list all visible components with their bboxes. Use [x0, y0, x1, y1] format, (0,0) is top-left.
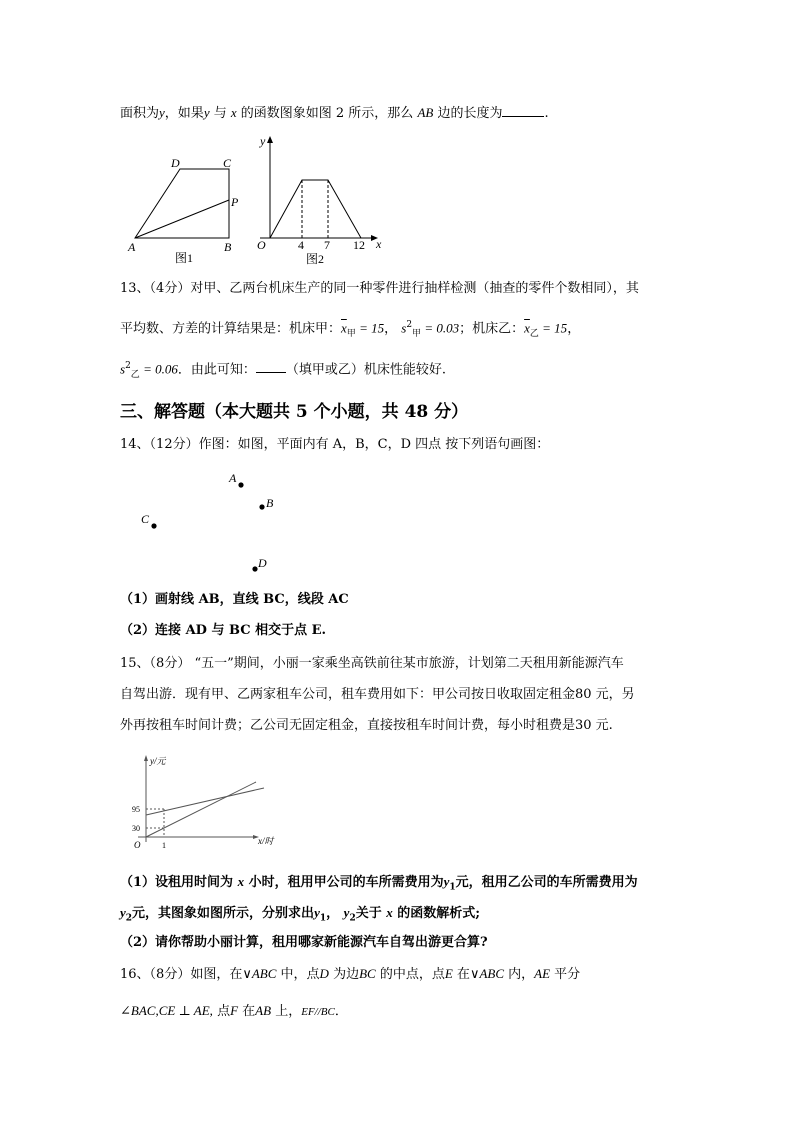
- q16-text: 16、（8分）如图，在: [120, 967, 243, 982]
- label-point-b: B: [266, 496, 274, 510]
- q15-text: 关于: [355, 906, 387, 921]
- triangle-abc: ∨ABC: [242, 966, 277, 981]
- q13-line2: [120, 316, 580, 343]
- q15-line2: 自驾出游．现有甲、乙两家租车公司，租车费用如下：甲公司按日收取固定租金80 元，另: [120, 687, 635, 702]
- sub-yi: 乙: [130, 369, 140, 380]
- segment-ap: [135, 200, 229, 238]
- q13-text: ；机床乙：: [459, 321, 525, 337]
- point-d: [252, 566, 257, 571]
- q15-item1-line2: [120, 904, 480, 928]
- figure-2: [252, 130, 392, 270]
- var-y1: y: [443, 874, 450, 889]
- label-o: O: [257, 238, 266, 252]
- q15-text: 的函数解析式;: [392, 906, 481, 921]
- sup-2: 2: [406, 320, 413, 330]
- var-f: F: [230, 1003, 239, 1018]
- q13-text: ，: [384, 321, 398, 337]
- graph-tick-95: 95: [132, 805, 140, 814]
- var-x: x: [230, 105, 237, 120]
- q15-text: （1）设租用时间为: [120, 875, 238, 890]
- var-e: E: [444, 966, 453, 981]
- q15-line3: 外再按租车时间计费；乙公司无固定租金，直接按租车时间计费，每小时租费是30 元.: [120, 718, 613, 733]
- tick-7: 7: [324, 238, 330, 252]
- q15-text: 元，其图象如图所示，分别求出: [132, 906, 315, 921]
- label-x: x: [376, 237, 382, 251]
- q15-text: ，: [326, 906, 340, 921]
- figure-1: [125, 150, 245, 268]
- variance-yi: = 0.06: [139, 361, 178, 377]
- xbar-jia: $\overline{x}$: [341, 320, 347, 336]
- point-b: [259, 504, 264, 509]
- sub-jia: 甲: [346, 328, 356, 339]
- q12-line: [120, 104, 549, 123]
- q16-text: 内，: [504, 967, 535, 982]
- label-a: A: [128, 240, 136, 254]
- y-arrow: [267, 136, 273, 143]
- graph-xlabel: x/时: [258, 836, 274, 846]
- graph-tick-30: 30: [132, 824, 140, 833]
- xbar-yi: $\overline{x}$: [524, 320, 530, 336]
- point-c: [151, 523, 156, 528]
- q16-text: 点: [212, 1004, 231, 1019]
- q15-text: 小时，租用甲公司的车所需费用为: [244, 875, 444, 890]
- var-x: x: [237, 874, 245, 889]
- var-y: y: [203, 105, 210, 120]
- q12-text: 边的长度为: [433, 106, 503, 121]
- q16-text: 中，点: [276, 967, 320, 982]
- q12-text: 面积为: [120, 106, 160, 121]
- q13-text: ，: [567, 321, 581, 337]
- answer-blank: [502, 104, 544, 117]
- sub-jia: 甲: [412, 328, 422, 339]
- q16-end: ．: [334, 1004, 348, 1019]
- var-bc: BC: [359, 966, 376, 981]
- sub-1: 1: [449, 882, 456, 893]
- q12-text: ，如果: [164, 106, 204, 121]
- q14-item2: （2）连接 AD 与 BC 相交于点 E.: [120, 623, 327, 638]
- mean-jia: = 15: [355, 320, 385, 336]
- q12-text: 的函数图象如图 2 所示，那么: [236, 106, 418, 121]
- mean-yi: = 15: [538, 320, 568, 336]
- var-y1: y: [314, 905, 320, 920]
- caption-fig2: 图2: [306, 252, 325, 266]
- q16-math: ∠BAC,CE ⊥ AE,: [120, 1003, 213, 1018]
- q14-item1: （1）画射线 AB，直线 BC，线段 AC: [120, 592, 349, 607]
- label-c: C: [223, 156, 232, 170]
- var-ab: AB: [417, 105, 434, 120]
- var-ae: AE: [534, 966, 551, 981]
- var-ab: AB: [255, 1003, 272, 1018]
- q13-line3: [120, 357, 446, 384]
- caption-fig1: 图1: [175, 251, 194, 265]
- q16-text: 平分: [550, 967, 581, 982]
- answer-blank: [256, 360, 286, 373]
- var-d: D: [319, 966, 329, 981]
- ef-parallel-bc: EF//BC: [301, 1006, 335, 1018]
- label-point-d: D: [258, 556, 267, 570]
- q13-text: 平均数、方差的计算结果是：机床甲：: [120, 321, 342, 337]
- q15-line1: 15、（8分） “五一”期间，小丽一家乘坐高铁前往某市旅游，计划第二天租用新能源汽车: [120, 656, 624, 671]
- variance-jia: = 0.03: [421, 320, 460, 336]
- var-y2: y: [120, 905, 126, 920]
- q12-text: 与: [209, 106, 231, 121]
- q16-text: 为边: [328, 967, 360, 982]
- var-y2: y: [343, 905, 350, 920]
- q15-item1-line1: [120, 873, 638, 897]
- q16-line1: [120, 965, 580, 984]
- q15-graph: [128, 752, 288, 854]
- tick-4: 4: [298, 238, 304, 252]
- function-graph: [270, 180, 361, 238]
- label-d: D: [171, 156, 180, 170]
- q14-intro: 14、（12分）作图：如图，平面内有 A，B，C，D 四点 按下列语句画图：: [120, 437, 550, 452]
- q16-text: 在: [452, 967, 470, 982]
- sub-2: 2: [349, 913, 356, 924]
- sup-2: 2: [125, 361, 131, 371]
- var-s: s: [120, 361, 126, 377]
- tick-12: 12: [353, 238, 365, 252]
- point-a: [238, 482, 243, 487]
- graph-y-arrow: [144, 755, 148, 761]
- q15-item2: （2）请你帮助小丽计算，租用哪家新能源汽车自驾出游更合算?: [120, 935, 488, 950]
- q13-text: ．由此可知：: [177, 362, 256, 378]
- sub-yi: 乙: [529, 328, 539, 339]
- var-x: x: [386, 905, 393, 920]
- q12-end: .: [544, 106, 549, 121]
- q13-text: （填甲或乙）机床性能较好.: [285, 362, 446, 378]
- label-y: y: [260, 134, 266, 148]
- triangle-abc: ∨ABC: [469, 966, 505, 981]
- q15-text: 元，租用乙公司的车所需费用为: [455, 875, 638, 890]
- q14-points-figure: [130, 465, 290, 580]
- graph-ylabel: y/元: [150, 756, 166, 766]
- section-title: 三、解答题（本大题共 5 个小题，共 48 分）: [120, 402, 469, 422]
- q16-text: 的中点，点: [375, 967, 445, 982]
- q16-text: 上，: [271, 1004, 302, 1019]
- label-b: B: [224, 240, 232, 254]
- label-p: P: [231, 195, 239, 209]
- graph-tick-1: 1: [162, 841, 166, 850]
- q16-text: 在: [238, 1004, 256, 1019]
- sub-1: 1: [319, 913, 327, 924]
- trapezoid-abcd: [135, 169, 229, 238]
- var-y: y: [159, 105, 165, 120]
- q13-line1: 13、（4分）对甲、乙两台机床生产的同一种零件进行抽样检测（抽查的零件个数相同），其: [120, 281, 639, 296]
- label-point-c: C: [141, 512, 150, 526]
- q16-line2: [120, 1002, 348, 1021]
- graph-origin: O: [134, 840, 141, 850]
- var-s: s: [401, 320, 407, 336]
- label-point-a: A: [229, 471, 237, 485]
- sub-2: 2: [125, 913, 133, 924]
